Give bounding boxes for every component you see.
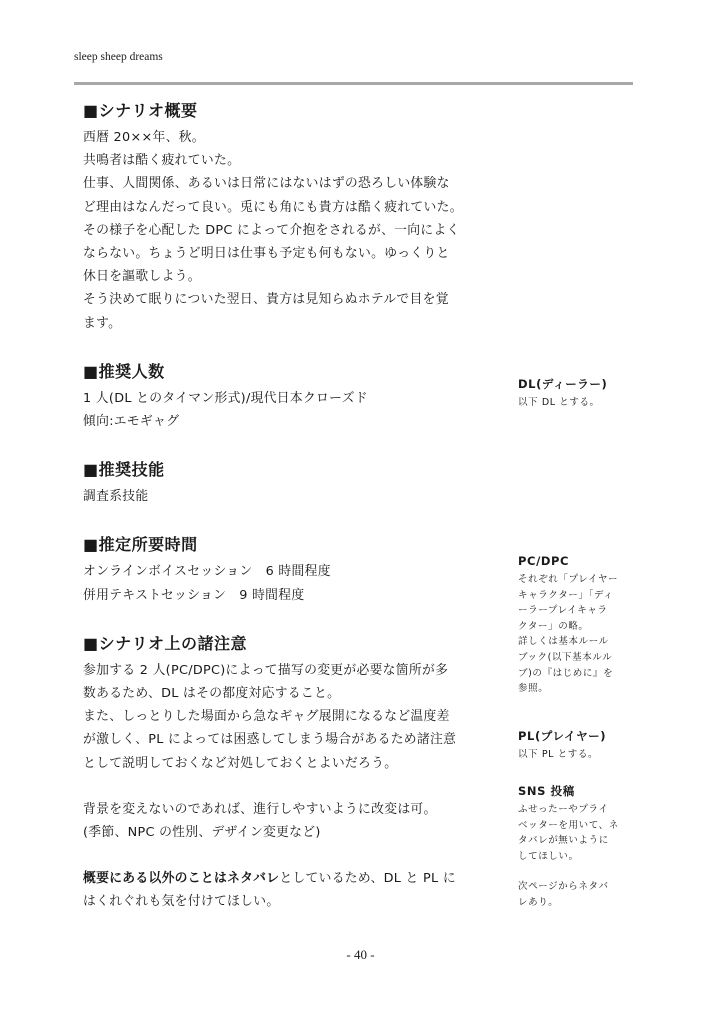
body-line: その様子を心配した DPC によって介抱をされるが、一向によく — [83, 222, 460, 238]
sidenote-line: ブ)の『はじめに』を — [518, 667, 614, 679]
section-skills — [83, 457, 488, 508]
sidenote-line: してほしい。 — [518, 850, 579, 862]
sidenote-dl — [518, 376, 630, 411]
section-notes — [83, 631, 488, 914]
sidenote-line: ふせったーやプライ — [518, 804, 609, 815]
body-line: 仕事、人間関係、あるいは日常にはないはずの恐ろしい体験な — [83, 176, 450, 192]
running-header: sleep sheep dreams — [74, 51, 163, 63]
spacer — [83, 844, 488, 867]
body-line: が激しく、PL によっては困惑してしまう場合があるため諸注意 — [83, 732, 457, 748]
sidenote-title: PC/DPC — [518, 554, 570, 568]
sidenote-line: ベッターを用いて、ネ — [518, 819, 619, 831]
sidenote-title: PL(プレイヤー) — [518, 729, 607, 743]
sidenote-line: 参照。 — [518, 683, 549, 695]
sidenote-line: 次ページからネタバ — [518, 881, 609, 893]
body-line: 傾向:エモギャグ — [83, 414, 180, 430]
sidenote-line: キャラクター」「ディ — [518, 589, 614, 601]
body-line: 調査系技能 — [83, 489, 149, 505]
spoiler-warning-emphasis: 概要にある以外のことはネタバレ — [83, 871, 280, 887]
section-heading: ■推定所要時間 — [83, 535, 198, 555]
body-line: 1 人(DL とのタイマン形式)/現代日本クローズド — [83, 390, 368, 406]
sidenote-line: 以下 DL とする。 — [518, 397, 600, 408]
body-line: はくれぐれも気を付けてほしい。 — [83, 894, 280, 910]
sidenote-line: ーラープレイキャラ — [518, 605, 608, 617]
body-line: 併用テキストセッション 9 時間程度 — [83, 587, 305, 603]
body-line: として説明しておくなど対処しておくとよいだろう。 — [83, 755, 398, 771]
sidenote-title: SNS 投稿 — [518, 784, 575, 798]
body-line: ます。 — [83, 315, 122, 331]
section-heading: ■推奨人数 — [83, 361, 165, 381]
body-line: 西暦 20××年、秋。 — [83, 130, 205, 145]
page-number: - 40 - — [346, 947, 375, 962]
spacer — [83, 775, 488, 798]
sidenote-pl — [518, 728, 630, 763]
sidenote-line: ブック(以下基本ルル — [518, 651, 613, 663]
section-playtime — [83, 532, 488, 606]
sidenote-line: タバレが無いように — [518, 835, 609, 847]
spoiler-warning-text: としているため、DL と PL に — [279, 871, 456, 887]
section-heading: ■シナリオ概要 — [83, 101, 198, 120]
sidenote-title: DL(ディーラー) — [518, 377, 608, 391]
sidenote-line: それぞれ「プレイヤー — [518, 574, 619, 585]
sidenote-line: 詳しくは基本ルール — [518, 636, 609, 648]
section-player-count — [83, 359, 488, 433]
sidenote-line: レあり。 — [518, 896, 559, 908]
sidenote-line: 以下 PL とする。 — [518, 749, 599, 760]
sidenote-sns — [518, 783, 630, 911]
section-heading: ■推奨技能 — [83, 460, 165, 480]
sidenote-pc-dpc — [518, 553, 630, 697]
section-heading: ■シナリオ上の諸注意 — [83, 633, 247, 653]
body-line: また、しっとりした場面から急なギャグ展開になるなど温度差 — [83, 709, 450, 725]
main-column — [83, 98, 488, 914]
body-line: ならない。ちょうど明日は仕事も予定も何もない。ゆっくりと — [83, 246, 450, 262]
body-line: 数あるため、DL はその都度対応すること。 — [83, 686, 341, 702]
body-line: オンラインボイスセッション 6 時間程度 — [83, 564, 331, 580]
header-rule — [74, 82, 633, 85]
spacer — [518, 864, 630, 879]
body-line: ど理由はなんだって良い。兎にも角にも貴方は酷く疲れていた。 — [83, 199, 463, 215]
sidenote-line: クター」の略。 — [518, 620, 589, 632]
body-line: そう決めて眠りについた翌日、貴方は見知らぬホテルで目を覚 — [83, 292, 449, 308]
body-line: 参加する 2 人(PC/DPC)によって描写の変更が必要な箇所が多 — [83, 662, 449, 678]
body-line: 共鳴者は酷く疲れていた。 — [83, 153, 241, 169]
spoiler-warning-line — [83, 867, 488, 890]
body-line: 背景を変えないのであれば、進行しやすいように改変は可。 — [83, 801, 437, 817]
body-line: 休日を謳歌しよう。 — [83, 269, 201, 285]
section-overview — [83, 98, 488, 335]
body-line: (季節、NPC の性別、デザイン変更など) — [83, 825, 321, 841]
